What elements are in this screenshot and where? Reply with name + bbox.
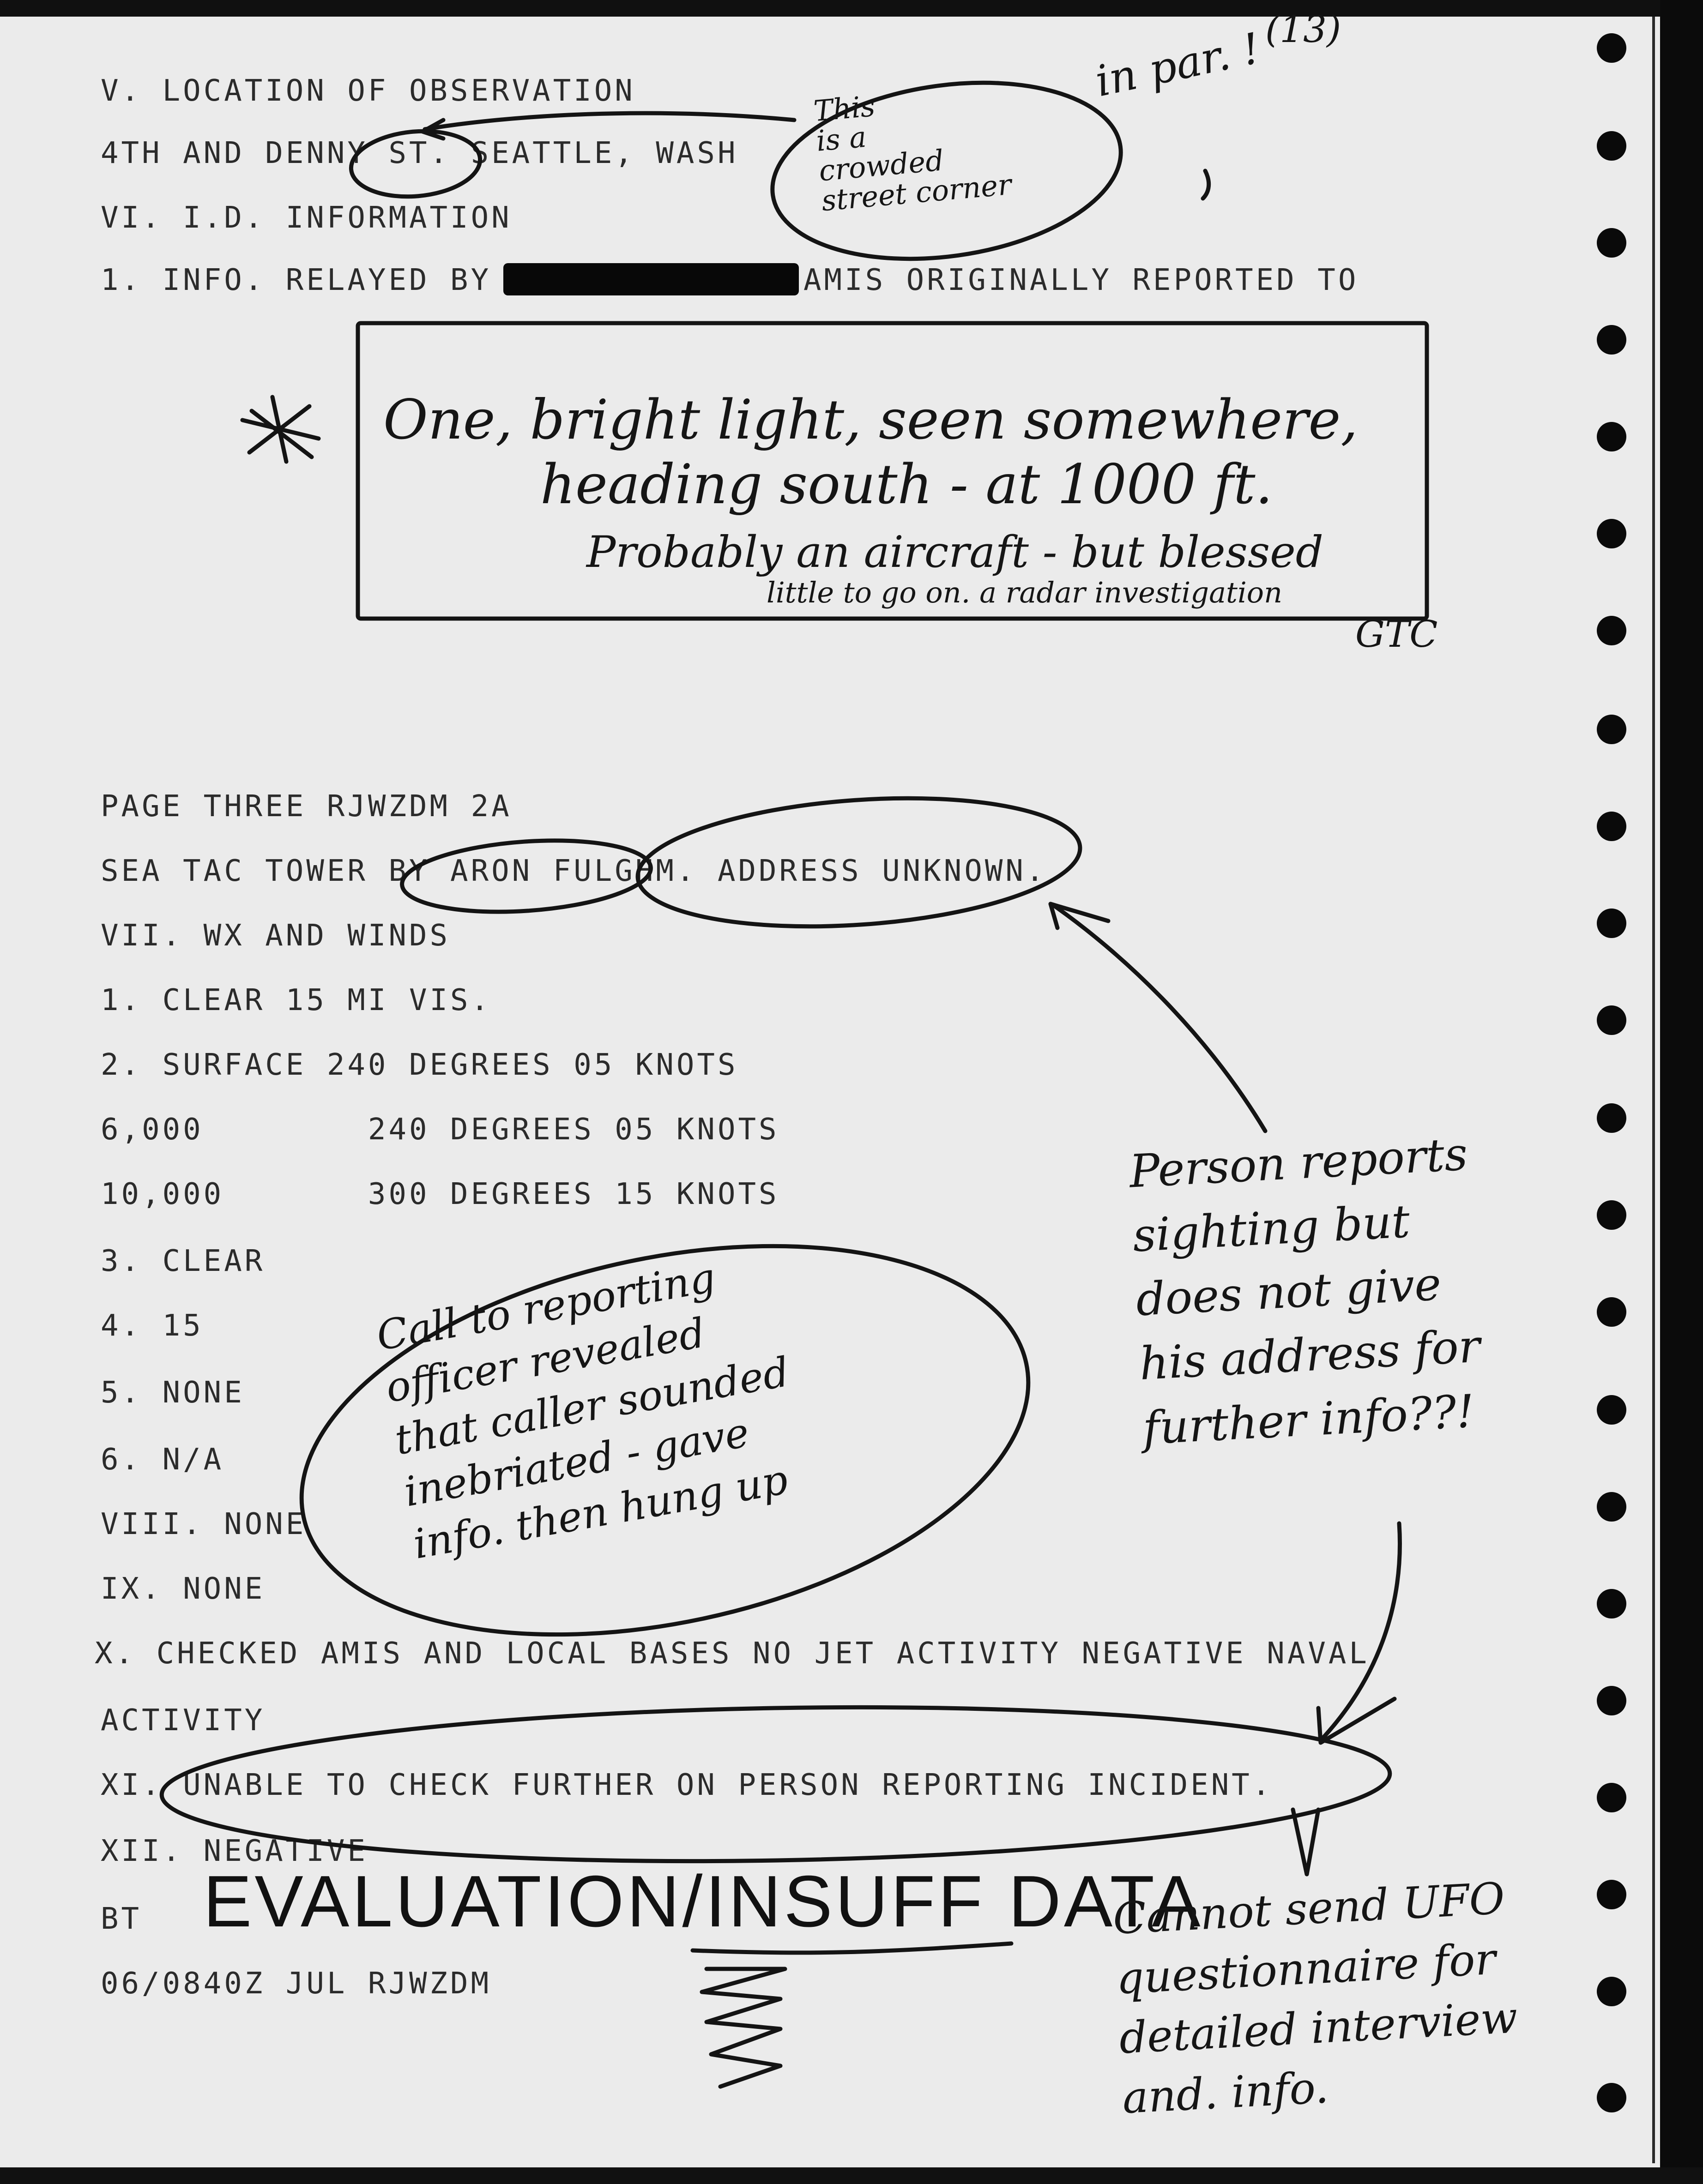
evaluation-underline — [693, 1943, 1011, 1953]
location-heading: V. LOCATION OF OBSERVATION — [101, 74, 635, 108]
top-fragment: (13) — [1265, 8, 1341, 51]
box-note-line-1: One, bright light, seen somewhere, — [383, 388, 1358, 451]
cannot-arrow — [1293, 1810, 1318, 1874]
wx-surface-winds: 2. SURFACE 240 DEGREES 05 KNOTS — [101, 1048, 738, 1082]
dot-mark — [1203, 171, 1209, 199]
name-circle — [399, 833, 653, 919]
box-note-line-2: heading south - at 1000 ft. — [540, 452, 1273, 516]
wx-winds-6000: 6,000 240 DEGREES 05 KNOTS — [101, 1113, 779, 1147]
top-note: in par. ! — [1091, 23, 1265, 107]
corner-note: This is a crowded street corner — [812, 89, 1013, 218]
wx-winds-10000: 10,000 300 DEGREES 15 KNOTS — [101, 1177, 779, 1211]
info-originally-reported: AMIS ORIGINALLY REPORTED TO — [803, 263, 1359, 297]
date-time-group: 06/0840Z JUL RJWZDM — [101, 1967, 492, 2001]
item-x-continued: ACTIVITY — [101, 1703, 266, 1738]
id-info-heading: VI. I.D. INFORMATION — [101, 201, 512, 235]
page-header: PAGE THREE RJWZDM 2A — [101, 789, 512, 824]
tower-line: SEA TAC TOWER BY ARON FULGHM. ADDRESS UNKNOWN. — [101, 854, 1047, 888]
address-circle — [634, 785, 1084, 940]
person-arrow-line — [1321, 1523, 1400, 1740]
person-note: Person reports sighting but does not give his address for further info??! — [1128, 1128, 1482, 1455]
wx-item-6: 6. N/A — [101, 1443, 224, 1477]
squiggle — [702, 1969, 785, 2087]
denny-arrow-line — [425, 113, 794, 129]
initials: GTC — [1355, 613, 1438, 656]
person-arrowhead — [1318, 1699, 1395, 1743]
item-xii: XII. NEGATIVE — [101, 1834, 368, 1868]
address-arrow-line — [1053, 905, 1265, 1131]
wx-visibility: 1. CLEAR 15 MI VIS. — [101, 983, 492, 1017]
call-note: Call to reporting officer revealed that caller sounded inebriated - gave info. then hung up — [373, 1253, 793, 1568]
location-value: 4TH AND DENNY ST. SEATTLE, WASH — [101, 136, 738, 170]
item-xi: XI. UNABLE TO CHECK FURTHER ON PERSON REPORTING INCIDENT. — [101, 1768, 1273, 1802]
item-xi-circle — [160, 1697, 1391, 1871]
evaluation-stamp: EVALUATION/INSUFF DATA — [203, 1861, 1203, 1942]
info-relayed-by: 1. INFO. RELAYED BY — [101, 263, 492, 297]
denny-st-circle — [348, 126, 483, 202]
wx-item-5: 5. NONE — [101, 1376, 245, 1410]
item-x: X. CHECKED AMIS AND LOCAL BASES NO JET ACTIVITY NEGATIVE NAVAL — [95, 1636, 1370, 1671]
cannot-note: Cannot send UFO questionnaire for detailed interview and. info. — [1111, 1873, 1519, 2124]
item-viii: VIII. NONE — [101, 1507, 307, 1541]
box-note-line-4: little to go on. a radar investigation — [767, 576, 1283, 609]
wx-visibility-value: 4. 15 — [101, 1309, 204, 1343]
item-ix: IX. NONE — [101, 1572, 266, 1606]
bt-marker: BT — [101, 1902, 142, 1936]
box-note-line-3: Probably an aircraft - but blessed — [586, 527, 1323, 578]
wx-ceiling: 3. CLEAR — [101, 1244, 266, 1278]
star-mark — [242, 397, 319, 462]
wx-heading: VII. WX AND WINDS — [101, 919, 451, 953]
